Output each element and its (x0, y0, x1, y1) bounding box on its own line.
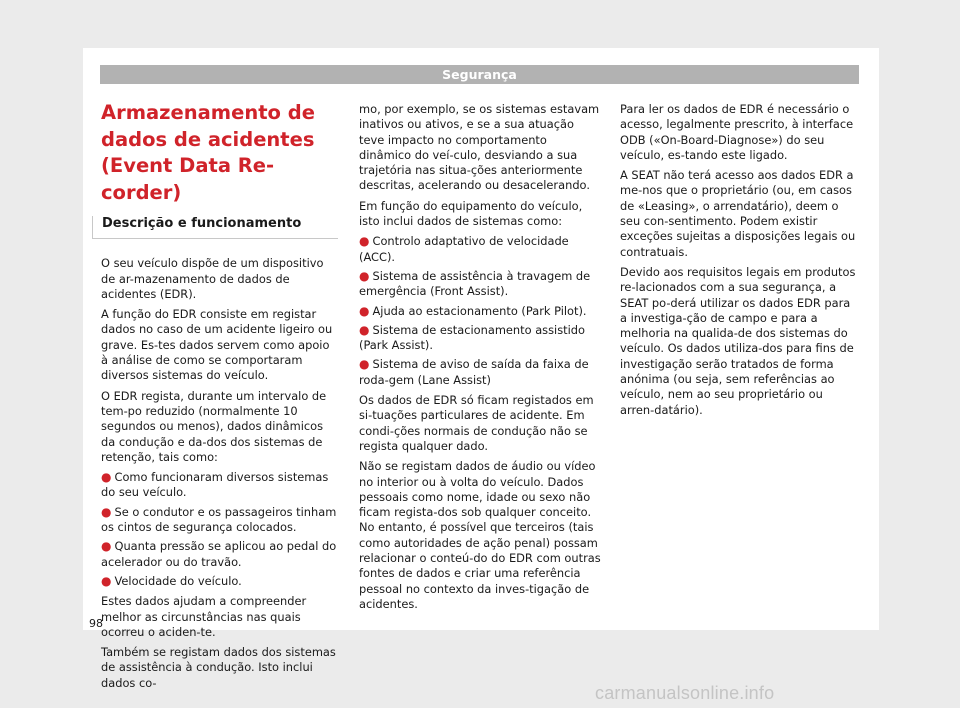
paragraph: Para ler os dados de EDR é necessário o acesso, legalmente prescrito, à interface ODB («On-Board-Diagnose») do seu veículo, es-tando este ligado. (620, 102, 854, 162)
bullet-icon: ● (359, 303, 370, 318)
list-item: ● Quanta pressão se aplicou ao pedal do acelerador ou do travão. (101, 539, 337, 569)
list-item: ● Sistema de estacionamento assistido (Park Assist). (359, 322, 585, 353)
bullet-icon: ● (101, 470, 112, 485)
list-item: ● Como funcionaram diversos sistemas do seu veículo. (101, 470, 329, 500)
page-title: Armazenamento de dados de acidentes (Event Data Re-corder) (101, 101, 315, 204)
list-item: ● Se o condutor e os passageiros tinham os cintos de segurança colocados. (101, 504, 337, 535)
bullet-icon: ● (101, 539, 112, 554)
page-number: 98 (89, 617, 103, 630)
paragraph: Em função do equipamento do veículo, isto inclui dados de sistemas como: (359, 198, 583, 229)
list-item: ● Sistema de aviso de saída da faixa de roda-gem (Lane Assist) (359, 357, 589, 387)
bullet-icon: ● (359, 234, 370, 249)
bullet-list (101, 470, 338, 589)
section-subtitle: Descrição e funcionamento (92, 216, 338, 239)
section-header: Segurança (100, 65, 859, 84)
list-item: ● Velocidade do veículo. (101, 573, 242, 588)
bullet-icon: ● (359, 357, 370, 372)
column-2 (359, 102, 601, 617)
paragraph: Devido aos requisitos legais em produtos re-lacionados com a sua segurança, a SEAT po-derá utilizar os dados EDR para a investiga-ção de campo e para a melhoria na qualida-de dos sistemas do veículo. Os dados utiliza-dos para fins de investigação serão tratados de forma anónima (ou seja, sem referências ao veículo, nem ao seu proprietário ou arren-datário). (620, 264, 856, 417)
paragraph: Estes dados ajudam a compreender melhor as circunstâncias nas quais ocorreu o aciden-te. (101, 594, 307, 639)
paragraph: mo, por exemplo, se os sistemas estavam inativos ou ativos, e se a sua atuação teve impacto no comportamento dinâmico do veí-culo, desviando a sua trajetória nas situa-ções anteriormente descritas, acelerando ou desacelerando. (359, 102, 600, 193)
bullet-icon: ● (359, 268, 370, 283)
column-3 (620, 102, 860, 423)
paragraph: O EDR regista, durante um intervalo de tem-po reduzido (normalmente 10 segundos ou menos), dados dinâmicos da condução e da-dos dos sistemas de retenção, tais como: (101, 388, 327, 464)
paragraph: A função do EDR consiste em registar dados no caso de um acidente ligeiro ou grave. Es-tes dados servem como apoio à análise de como se comportaram diversos sistemas do veículo. (101, 307, 333, 383)
list-item: ● Ajuda ao estacionamento (Park Pilot). (359, 303, 587, 318)
paragraph: Os dados de EDR só ficam registados em si-tuações particulares de acidente. Em condi-ções normais de condução não se regista qualquer dado. (359, 393, 594, 453)
column-1 (101, 100, 338, 696)
bullet-icon: ● (359, 322, 370, 337)
watermark: carmanualsonline.info (595, 683, 775, 703)
bullet-icon: ● (101, 504, 112, 519)
paragraph: O seu veículo dispõe de um dispositivo de ar-mazenamento de dados de acidentes (EDR). (101, 256, 324, 301)
list-item: ● Sistema de assistência à travagem de emergência (Front Assist). (359, 268, 591, 299)
paragraph: Não se registam dados de áudio ou vídeo no interior ou à volta do veículo. Dados pessoais como nome, idade ou sexo não ficam regista-dos sob qualquer conceito. No entanto, é possível que terceiros (tais como autoridades de ação penal) possam relacionar o conteú-do do EDR com outras fontes de dados e criar uma referência pessoal no contexto da inves-tigação de acidentes. (359, 459, 601, 611)
paragraph: Também se registam dados dos sistemas de assistência à condução. Isto inclui dados co- (101, 645, 336, 690)
bullet-icon: ● (101, 573, 112, 588)
paragraph: A SEAT não terá acesso aos dados EDR a me-nos que o proprietário (ou, em casos de «Leasing», o arrendatário), deem o seu con-sentimento. Podem existir exceções sujeitas a disposições legais ou contratuais. (620, 168, 856, 259)
bullet-list (359, 234, 601, 388)
list-item: ● Controlo adaptativo de velocidade (ACC). (359, 234, 569, 264)
